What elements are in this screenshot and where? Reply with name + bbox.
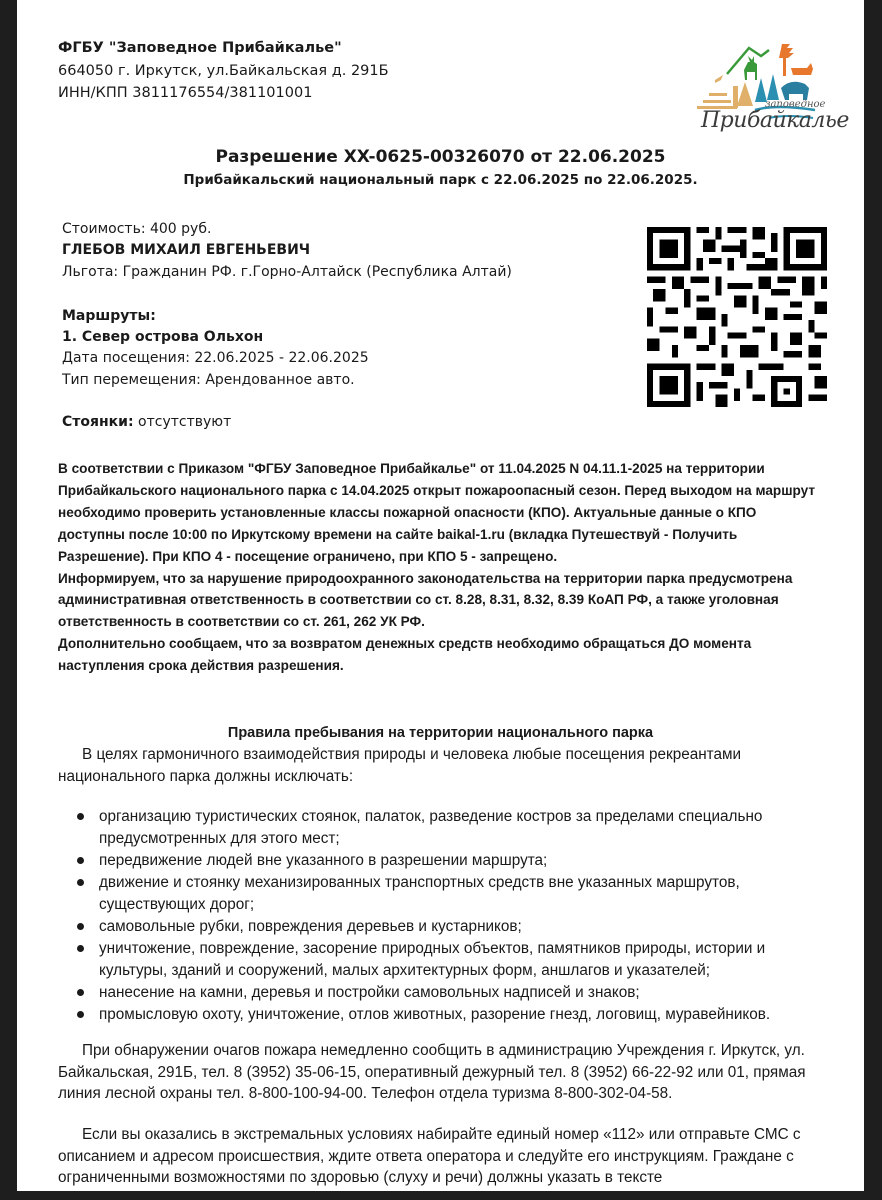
org-inn: ИНН/КПП 3811176554/381101001 bbox=[58, 85, 313, 101]
qr-code-icon bbox=[647, 227, 827, 407]
bullet-icon bbox=[77, 989, 84, 996]
list-item: организацию туристических стоянок, палаток, разведение костров за пределами специально предусмотренных для этого мест; bbox=[75, 806, 835, 850]
list-item: промысловую охоту, уничтожение, отлов животных, разорение гнезд, логовищ, муравейников. bbox=[75, 1004, 835, 1026]
list-item: уничтожение, повреждение, засорение природных объектов, памятников природы, истории и культуры, зданий и сооружений, малых архитектурных форм, аншлагов и указателей; bbox=[75, 938, 835, 982]
parking-line bbox=[62, 414, 231, 430]
notice-fire-season: В соответствии с Приказом "ФГБУ Заповедное Прибайкалье" от 11.04.2025 N 04.11.1-2025 на территории Прибайкальского национального парка с 14.04.2025 открыт пожароопасный сезон. Перед выходом на маршрут необходимо проверить установленные классы пожарной опасности (КПО). Актуальные данные о КПО доступны после 10:00 по Иркутскому времени на сайте baikal-1.ru (вкладка Путешествуй - Получить Разрешение). При КПО 4 - посещение ограничено, при КПО 5 - запрещено. bbox=[58, 461, 816, 564]
logo-title: Прибайкалье bbox=[701, 108, 849, 133]
rules-title: Правила пребывания на территории национального парка bbox=[227, 725, 654, 741]
notice-refund: Дополнительно сообщаем, что за возвратом денежных средств необходимо обращаться ДО момента наступления срока действия разрешения. bbox=[58, 636, 752, 674]
org-address: 664050 г. Иркутск, ул.Байкальская д. 291Б bbox=[58, 63, 389, 79]
list-item: движение и стоянку механизированных транспортных средств вне указанных маршрутов, существующих дорог; bbox=[75, 872, 835, 916]
bullet-icon bbox=[77, 1011, 84, 1018]
route-item: 1. Север острова Ольхон bbox=[62, 329, 264, 345]
bullet-icon bbox=[77, 879, 84, 886]
logo-subtitle: заповедное bbox=[765, 99, 826, 110]
rules-intro-block bbox=[58, 744, 828, 787]
fire-report-block bbox=[58, 1040, 828, 1105]
org-name: ФГБУ "Заповедное Прибайкалье" bbox=[58, 40, 342, 56]
permit-title: Разрешение XX-0625-00326070 от 22.06.2025 bbox=[215, 147, 666, 167]
permit-holder: ГЛЕБОВ МИХАИЛ ЕВГЕНЬЕВИЧ bbox=[62, 242, 311, 258]
document-page[interactable] bbox=[17, 0, 864, 1191]
emergency-text: Если вы оказались в экстремальных условиях набирайте единый номер «112» или отправьте СМС с описанием и адресом происшествия, ждите ответа оператора и следуйте его инструкциям. Граждане с ограниченными возможностями по здоровью (слуху и речи) должны указать в тексте bbox=[58, 1126, 801, 1186]
bullet-icon bbox=[77, 945, 84, 952]
bullet-icon bbox=[77, 857, 84, 864]
permit-subtitle: Прибайкальский национальный парк с 22.06.2025 по 22.06.2025. bbox=[183, 172, 698, 188]
fire-report-text: При обнаружении очагов пожара немедленно сообщить в администрацию Учреждения г. Иркутск, ул. Байкальская, 291Б, тел. 8 (3952) 35-06-15, оперативный дежурный тел. 8 (3952) 66-22-92 или 01, прямая линия лесной охраны тел. 8-800-100-94-00. Телефон отдела туризма 8-800-302-04-58. bbox=[58, 1042, 806, 1102]
bullet-icon bbox=[77, 923, 84, 930]
transport-type: Тип перемещения: Арендованное авто. bbox=[62, 372, 355, 388]
rules-intro: В целях гармоничного взаимодействия природы и человека любые посещения рекреантами национального парка должны исключать: bbox=[58, 746, 742, 785]
emergency-block bbox=[58, 1124, 828, 1189]
list-item: передвижение людей вне указанного в разрешении маршрута; bbox=[75, 850, 835, 872]
fire-season-notice bbox=[58, 458, 823, 677]
visit-date: Дата посещения: 22.06.2025 - 22.06.2025 bbox=[62, 350, 369, 366]
notice-liability: Информируем, что за нарушение природоохранного законодательства на территории парка предусмотрена административная ответственность в соответствии со ст. 8.28, 8.31, 8.32, 8.39 КоАП РФ, а также уголовная ответственность в соответствии со ст. 261, 262 УК РФ. bbox=[58, 570, 793, 630]
parking-label: Стоянки: bbox=[62, 414, 134, 430]
list-item: нанесение на камни, деревья и постройки самовольных надписей и знаков; bbox=[75, 982, 835, 1004]
parking-value: отсутствуют bbox=[133, 414, 232, 430]
permit-benefit: Льгота: Гражданин РФ. г.Горно-Алтайск (Республика Алтай) bbox=[62, 264, 512, 280]
permit-cost: Стоимость: 400 руб. bbox=[62, 221, 212, 237]
list-item: самовольные рубки, повреждения деревьев и кустарников; bbox=[75, 916, 835, 938]
bullet-icon bbox=[77, 813, 84, 820]
rules-list bbox=[75, 806, 835, 1026]
routes-label: Маршруты: bbox=[62, 308, 156, 324]
